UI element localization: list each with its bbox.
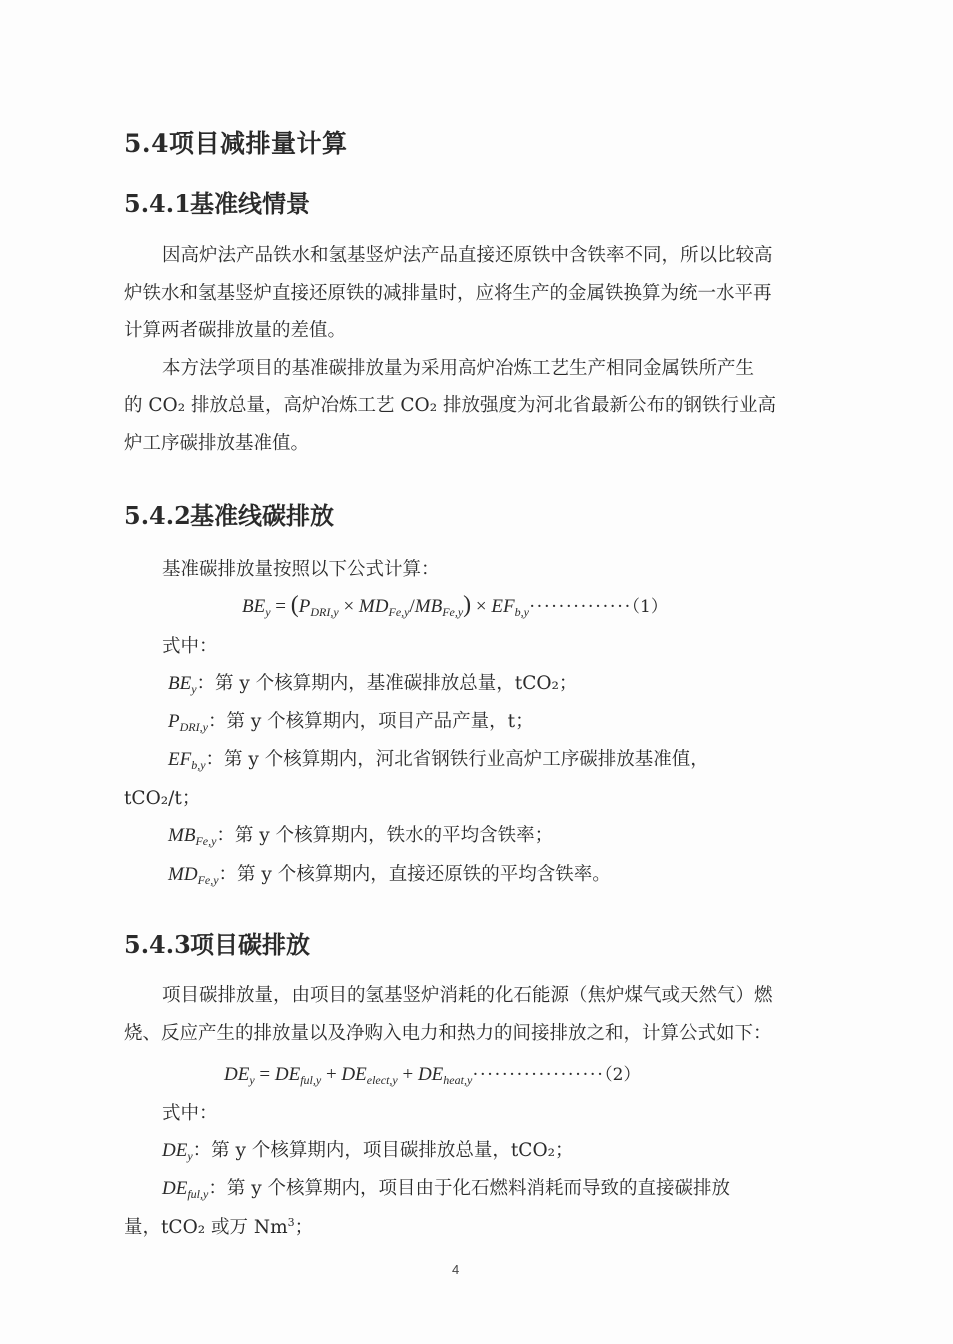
page-number: 4 [452, 1262, 460, 1277]
paragraph-line: 的 CO₂ 排放总量，高炉冶炼工艺 CO₂ 排放强度为河北省最新公布的钢铁行业高 [124, 395, 777, 416]
var-desc: ：第 y 个核算期内，基准碳排放总量，tCO₂； [196, 673, 578, 694]
subsection-title: 项目碳排放 [190, 930, 310, 959]
var-desc: ：第 y 个核算期内，直接还原铁的平均含铁率。 [218, 864, 611, 885]
where-label: 式中： [162, 636, 218, 657]
formula-number: （2） [604, 1065, 641, 1085]
var-def-MB: $MB_{Fe,y}$：第 y 个核算期内，铁水的平均含铁率； [168, 825, 554, 848]
paragraph-baseline-scenario [124, 237, 789, 462]
subsection-number: 5.4.3 [124, 930, 191, 959]
section-title: 5.4项目减排量计算 [124, 129, 348, 158]
formula-1: $BE_y = (P_{DRI,y} \times MD_{Fe,y}/MB_{Fe,y}) \times EF_{b,y}\cdot\cdot\cdot\cdot\cdot\cdot\cdot\cdot\cdot\cdot\cdot\cdot\cdot\cdot(1)$ [242, 592, 668, 619]
subsection-number: 5.4.1 [124, 189, 191, 218]
paragraph-line: 项目碳排放量，由项目的氢基竖炉消耗的化石能源（焦炉煤气或天然气）燃 [162, 985, 773, 1006]
var-desc: ：第 y 个核算期内，河北省钢铁行业高炉工序碳排放基准值， [205, 749, 709, 770]
subsection-heading-5-4-3 [124, 925, 310, 960]
subsection-heading-5-4-2 [124, 496, 334, 531]
paragraph-line: 炉铁水和氢基竖炉直接还原铁的减排量时，应将生产的金属铁换算为统一水平再 [124, 282, 772, 304]
subsection-heading-5-4-1 [124, 184, 310, 219]
var-def-DE-ful-cont: 量，tCO₂ 或万 Nm$^3$； [124, 1216, 314, 1238]
var-def-P-DRI: $P_{DRI,y}$：第 y 个核算期内，项目产品产量，t； [168, 711, 534, 734]
var-def-MD: $MD_{Fe,y}$：第 y 个核算期内，直接还原铁的平均含铁率。 [168, 864, 611, 887]
paragraph-line: 烧、反应产生的排放量以及净购入电力和热力的间接排放之和，计算公式如下： [124, 1022, 772, 1044]
paragraph-line: 计算两者碳排放量的差值。 [124, 320, 347, 341]
var-desc: ：第 y 个核算期内，铁水的平均含铁率； [216, 825, 554, 846]
formula-2: $DE_y = DE_{ful,y} + DE_{elect,y} + DE_{heat,y}\cdot\cdot\cdot\cdot\cdot\cdot\cdot\cdot\cdot\cdot\cdot\cdot\cdot\cdot\cdot\cdot\cdot\cdot(2)$ [224, 1064, 641, 1087]
paragraph-project-emission [124, 977, 789, 1052]
formula-number: （1） [631, 597, 668, 617]
var-def-EF-cont: tCO₂/t； [124, 788, 201, 809]
subsection-title: 基准线碳排放 [190, 501, 334, 530]
subsection-number: 5.4.2 [124, 501, 191, 530]
var-def-DE-ful: $DE_{ful,y}$：第 y 个核算期内，项目由于化石燃料消耗而导致的直接碳排放 [162, 1178, 731, 1201]
subsection-title: 基准线情景 [190, 189, 310, 218]
paragraph-line: 本方法学项目的基准碳排放量为采用高炉冶炼工艺生产相同金属铁所产生 [162, 357, 755, 379]
paragraph-line: 炉工序碳排放基准值。 [124, 432, 310, 454]
var-desc: ：第 y 个核算期内，项目由于化石燃料消耗而导致的直接碳排放 [208, 1178, 731, 1199]
var-desc: ：第 y 个核算期内，项目产品产量，t； [207, 711, 534, 732]
var-def-BE: $BE_y$：第 y 个核算期内，基准碳排放总量，tCO₂； [168, 673, 578, 696]
var-def-DE: $DE_y$：第 y 个核算期内，项目碳排放总量，tCO₂； [162, 1140, 574, 1163]
formula-intro: 基准碳排放量按照以下公式计算： [162, 559, 440, 580]
var-def-EF: $EF_{b,y}$：第 y 个核算期内，河北省钢铁行业高炉工序碳排放基准值， [168, 749, 709, 772]
var-desc: ：第 y 个核算期内，项目碳排放总量，tCO₂； [192, 1140, 574, 1161]
where-label: 式中： [162, 1103, 218, 1124]
paragraph-line: 因高炉法产品铁水和氢基竖炉法产品直接还原铁中含铁率不同，所以比较高 [162, 245, 773, 266]
